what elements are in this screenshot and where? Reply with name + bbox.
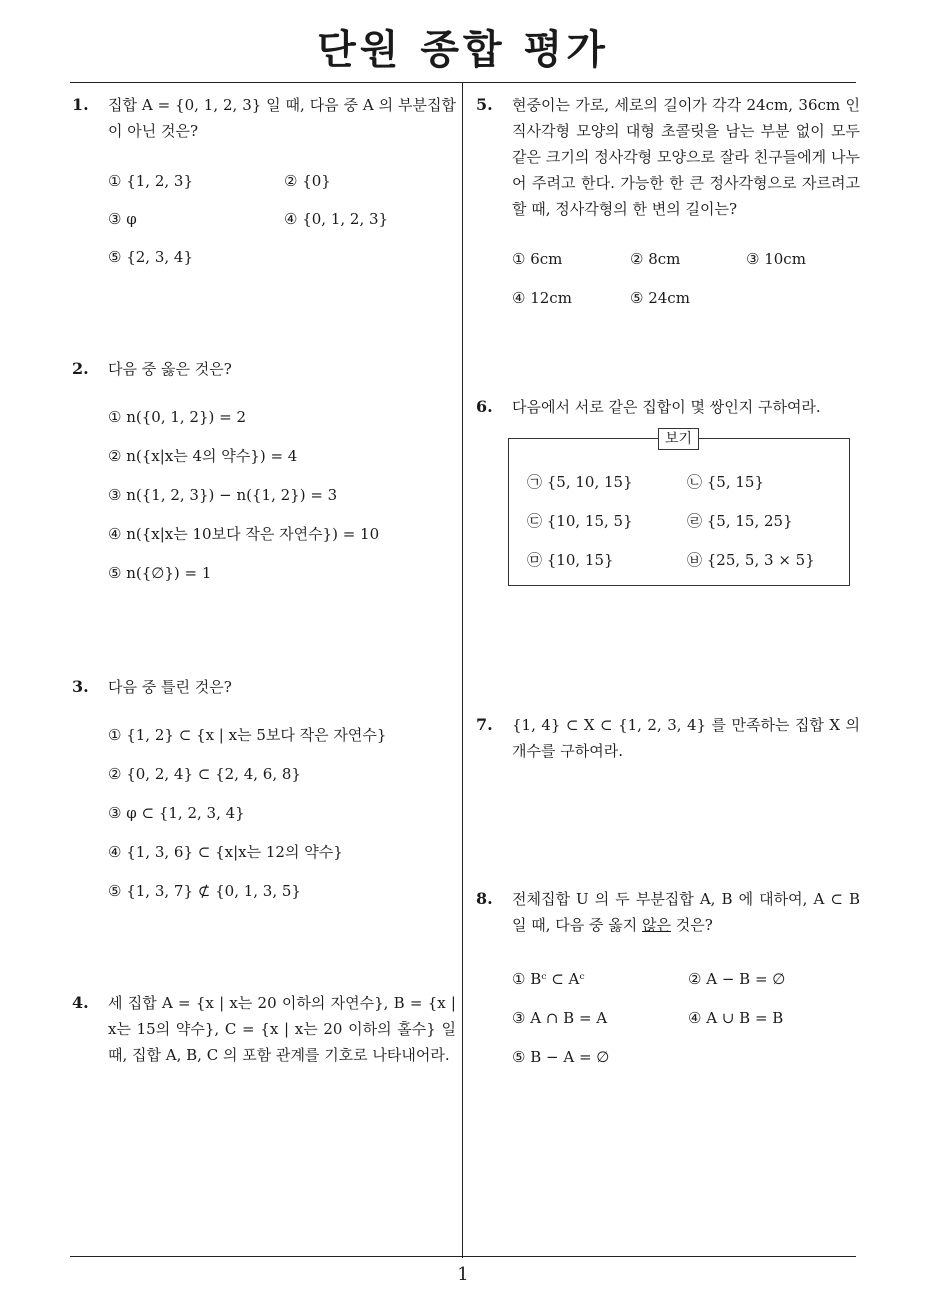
- problem-text: 다음 중 옳은 것은?: [108, 360, 232, 378]
- choice-2[interactable]: ② {0}: [284, 172, 331, 190]
- box-item: ㉡ {5, 15}: [687, 473, 765, 491]
- choice-3[interactable]: ③ 10cm: [746, 250, 806, 268]
- choice-2[interactable]: ② n({x|x는 4의 약수}) = 4: [108, 447, 298, 465]
- choice-3[interactable]: ③ φ ⊂ {1, 2, 3, 4}: [108, 804, 245, 822]
- choice-1[interactable]: ① n({0, 1, 2}) = 2: [108, 408, 247, 426]
- problem-number: 8.: [476, 889, 493, 908]
- choice-5[interactable]: ⑤ {2, 3, 4}: [108, 248, 194, 266]
- underlined-keyword: 않은: [642, 916, 672, 934]
- problem-3: [72, 674, 456, 900]
- choice-4[interactable]: ④ A ∪ B = B: [688, 1009, 784, 1027]
- choice-3[interactable]: ③ φ: [108, 210, 137, 228]
- box-item: ㉤ {10, 15}: [527, 551, 614, 569]
- box-item: ㉣ {5, 15, 25}: [687, 512, 793, 530]
- problem-number: 1.: [72, 95, 89, 114]
- bottom-divider: [70, 1256, 856, 1257]
- page-number: 1: [457, 1264, 469, 1285]
- choice-3[interactable]: ③ n({1, 2, 3}) − n({1, 2}) = 3: [108, 486, 338, 504]
- choice-5[interactable]: ⑤ n({∅}) = 1: [108, 564, 212, 582]
- choice-2[interactable]: ② A − B = ∅: [688, 970, 786, 988]
- problem-1: [72, 92, 456, 266]
- problem-number: 4.: [72, 993, 89, 1012]
- choice-2[interactable]: ② 8cm: [630, 250, 681, 268]
- box-item: ㉥ {25, 5, 3 × 5}: [687, 551, 815, 569]
- problem-text: {1, 4} ⊂ X ⊂ {1, 2, 3, 4} 를 만족하는 집합 X 의 개수를 구하여라.: [512, 716, 860, 760]
- choice-5[interactable]: ⑤ B − A = ∅: [512, 1048, 610, 1066]
- box-item: ㉢ {10, 15, 5}: [527, 512, 633, 530]
- choice-5[interactable]: ⑤ 24cm: [630, 289, 690, 307]
- problem-number: 6.: [476, 397, 493, 416]
- problem-text: 집합 A = {0, 1, 2, 3} 일 때, 다음 중 A 의 부분집합이 아닌 것은?: [108, 96, 456, 140]
- choice-1[interactable]: ① 6cm: [512, 250, 563, 268]
- box-item: ㉠ {5, 10, 15}: [527, 473, 633, 491]
- problem-text: 다음에서 서로 같은 집합이 몇 쌍인지 구하여라.: [512, 398, 821, 416]
- problem-text-end: 것은?: [671, 916, 713, 934]
- problem-6: [476, 394, 860, 420]
- problem-text: [512, 886, 860, 938]
- problem-text: 현중이는 가로, 세로의 길이가 각각 24cm, 36cm 인 직사각형 모양의 대형 초콜릿을 남는 부분 없이 모두 같은 크기의 정사각형 모양으로 잘라 친구들에게 나누어 주려고 한다. 가능한 한 큰 정사각형으로 자르려고 할 때, 정사각형의 한 변의 길이는?: [512, 96, 860, 218]
- choice-1[interactable]: ① {1, 2} ⊂ {x | x는 5보다 작은 자연수}: [108, 726, 387, 744]
- example-box-label: 보기: [658, 428, 699, 450]
- problem-2: [72, 356, 456, 582]
- choice-3[interactable]: ③ A ∩ B = A: [512, 1009, 608, 1027]
- problem-text-main: 전체집합 U 의 두 부분집합 A, B 에 대하여, A ⊂ B 일 때, 다음 중 옳지: [512, 890, 860, 934]
- column-divider: [462, 83, 463, 1258]
- choice-4[interactable]: ④ 12cm: [512, 289, 572, 307]
- choice-4[interactable]: ④ n({x|x는 10보다 작은 자연수}) = 10: [108, 525, 380, 543]
- example-box: [508, 431, 850, 586]
- problem-5: [476, 92, 860, 307]
- page-title: 단원 종합 평가: [317, 27, 609, 73]
- choice-4[interactable]: ④ {0, 1, 2, 3}: [284, 210, 389, 228]
- problem-8: [476, 886, 860, 1066]
- problem-number: 3.: [72, 677, 89, 696]
- choice-2[interactable]: ② {0, 2, 4} ⊂ {2, 4, 6, 8}: [108, 765, 301, 783]
- choice-1[interactable]: ① {1, 2, 3}: [108, 172, 194, 190]
- problem-number: 7.: [476, 715, 493, 734]
- problem-text: 다음 중 틀린 것은?: [108, 678, 232, 696]
- problem-text: 세 집합 A = {x | x는 20 이하의 자연수}, B = {x | x는 15의 약수}, C = {x | x는 20 이하의 홀수} 일 때, 집합 A, B, C 의 포함 관계를 기호로 나타내어라.: [108, 994, 456, 1064]
- choice-5[interactable]: ⑤ {1, 3, 7} ⊄ {0, 1, 3, 5}: [108, 882, 301, 900]
- problem-number: 2.: [72, 359, 89, 378]
- choice-1[interactable]: ① Bᶜ ⊂ Aᶜ: [512, 970, 585, 988]
- problem-number: 5.: [476, 95, 493, 114]
- top-divider: [70, 82, 856, 83]
- problem-4: [72, 990, 456, 1068]
- problem-7: [476, 712, 860, 764]
- choice-4[interactable]: ④ {1, 3, 6} ⊂ {x|x는 12의 약수}: [108, 843, 343, 861]
